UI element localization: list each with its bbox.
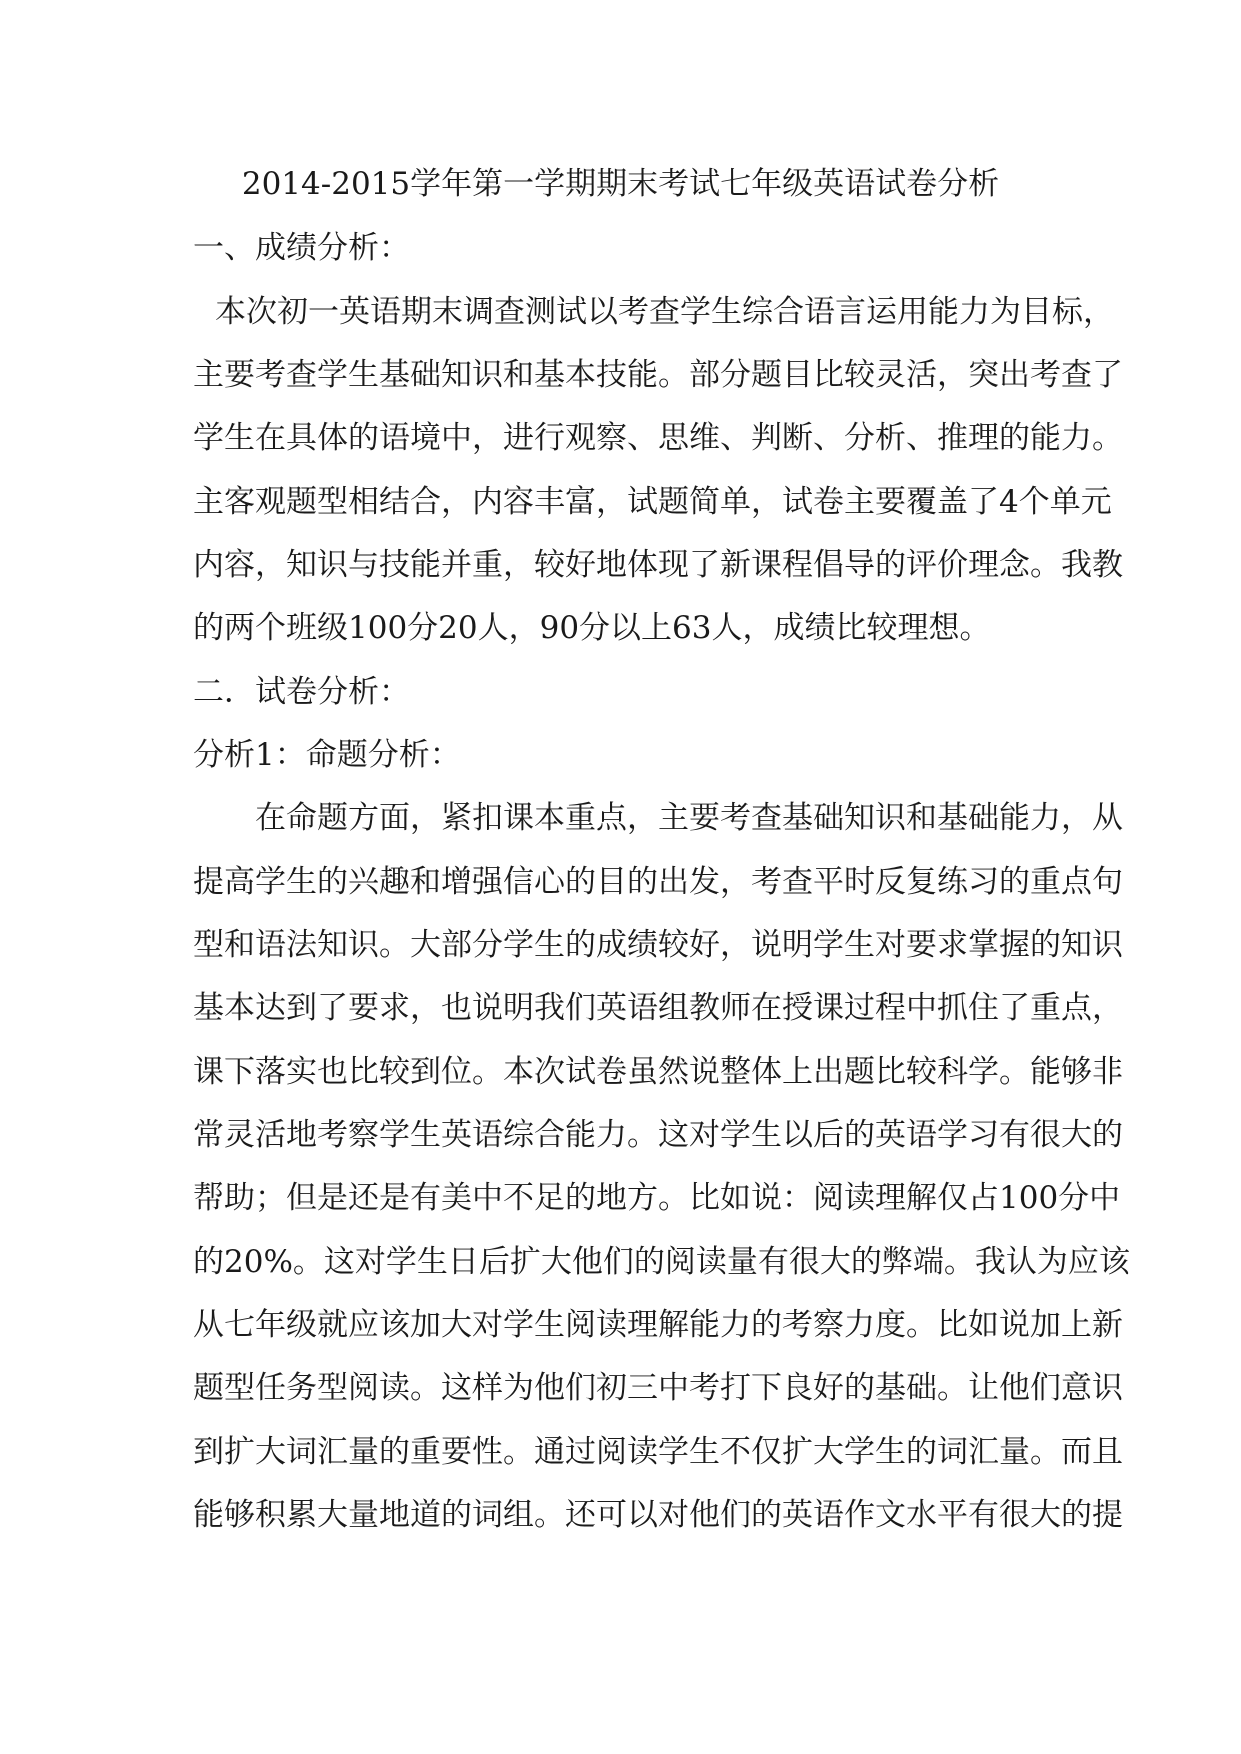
- paragraph-line: 提高学生的兴趣和增强信心的目的出发，考查平时反复练习的重点句: [193, 864, 1123, 900]
- paragraph-line: 内容，知识与技能并重，较好地体现了新课程倡导的评价理念。我教: [193, 547, 1123, 583]
- document-title: 2014-2015学年第一学期期末考试七年级英语试卷分析: [241, 166, 1000, 202]
- paragraph-line: 常灵活地考察学生英语综合能力。这对学生以后的英语学习有很大的: [193, 1117, 1123, 1153]
- paragraph-line: 题型任务型阅读。这样为他们初三中考打下良好的基础。让他们意识: [193, 1370, 1123, 1406]
- paragraph-line: 从七年级就应该加大对学生阅读理解能力的考察力度。比如说加上新: [193, 1307, 1123, 1343]
- paragraph-line: 帮助；但是还是有美中不足的地方。比如说：阅读理解仅占100分中: [193, 1180, 1121, 1216]
- paragraph-line: 学生在具体的语境中，进行观察、思维、判断、分析、推理的能力。: [193, 420, 1123, 456]
- paragraph-line: 的20%。这对学生日后扩大他们的阅读量有很大的弊端。我认为应该: [193, 1244, 1130, 1280]
- paragraph-line: 本次初一英语期末调查测试以考查学生综合语言运用能力为目标，: [215, 294, 1114, 330]
- paragraph-line: 在命题方面，紧扣课本重点，主要考查基础知识和基础能力，从: [255, 800, 1123, 836]
- paragraph-line: 主要考查学生基础知识和基本技能。部分题目比较灵活，突出考查了: [193, 357, 1123, 393]
- paragraph-line: 型和语法知识。大部分学生的成绩较好，说明学生对要求掌握的知识: [193, 927, 1123, 963]
- section-heading-paper-analysis: 二．试卷分析：: [193, 674, 410, 710]
- paragraph-line: 能够积累大量地道的词组。还可以对他们的英语作文水平有很大的提: [193, 1497, 1123, 1533]
- paragraph-line: 课下落实也比较到位。本次试卷虽然说整体上出题比较科学。能够非: [193, 1054, 1123, 1090]
- paragraph-line: 到扩大词汇量的重要性。通过阅读学生不仅扩大学生的词汇量。而且: [193, 1434, 1123, 1470]
- paragraph-line: 基本达到了要求，也说明我们英语组教师在授课过程中抓住了重点，: [193, 990, 1123, 1026]
- paragraph-line: 的两个班级100分20人，90分以上63人，成绩比较理想。: [193, 610, 991, 646]
- section-heading-score-analysis: 一、成绩分析：: [193, 230, 410, 266]
- paragraph-line: 主客观题型相结合，内容丰富，试题简单，试卷主要覆盖了4个单元: [193, 484, 1112, 520]
- subsection-heading-proposition-analysis: 分析1：命题分析：: [193, 737, 461, 773]
